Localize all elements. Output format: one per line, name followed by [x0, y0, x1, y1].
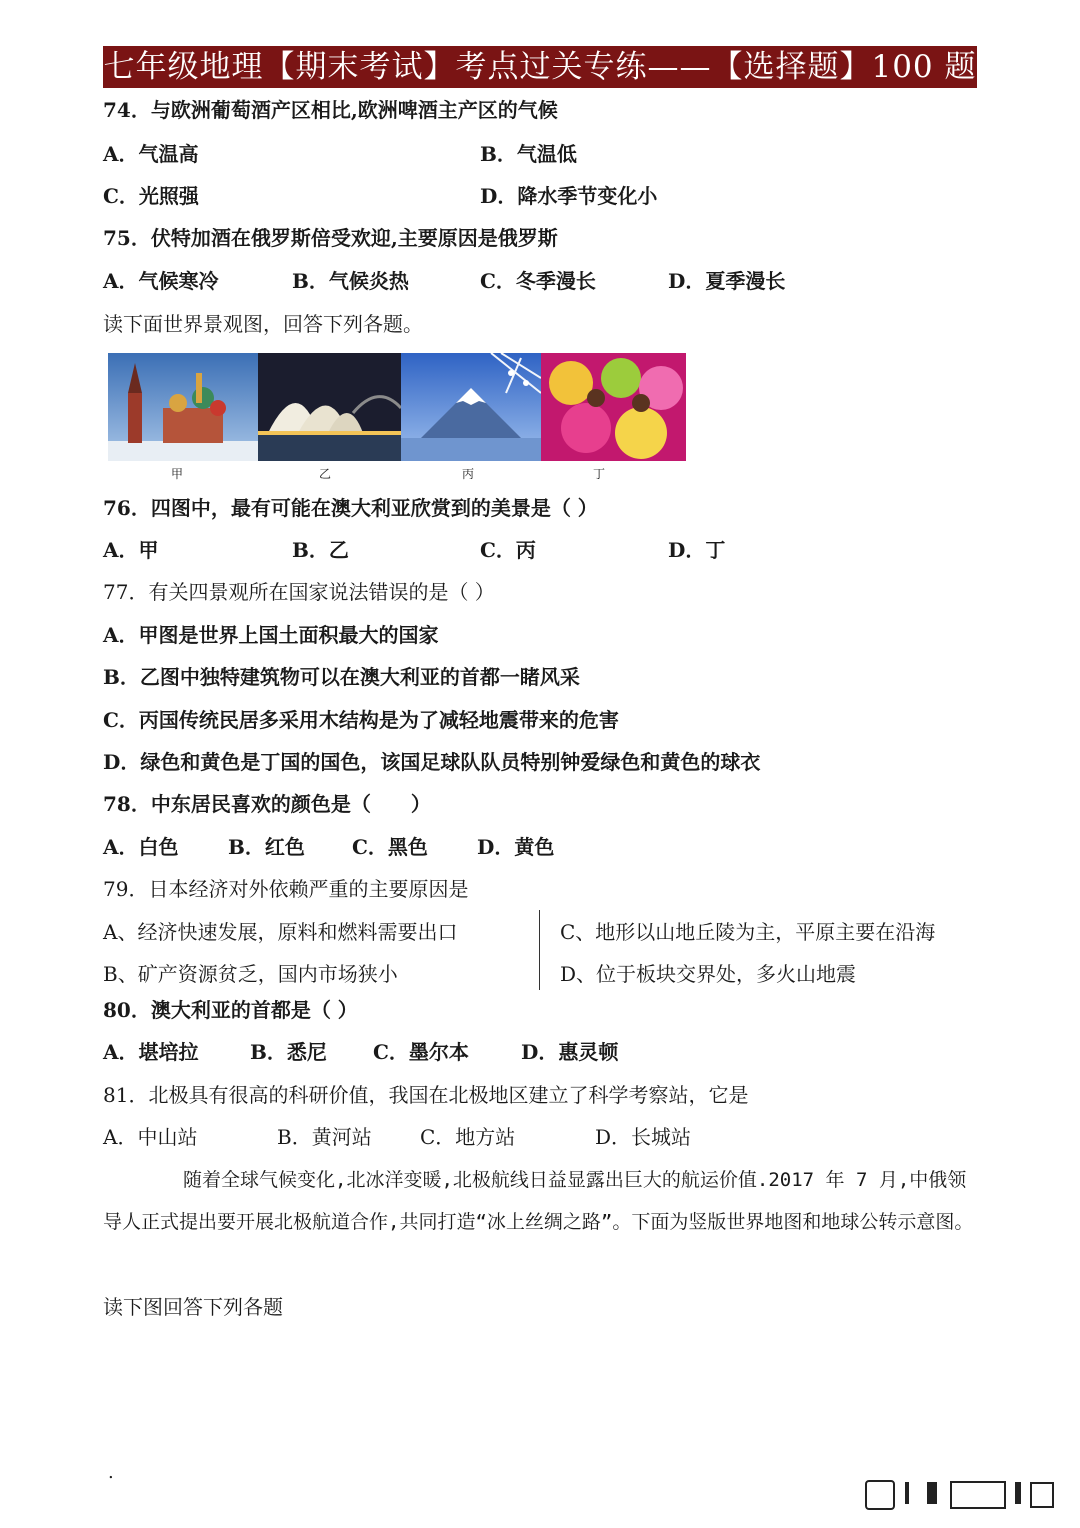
question-79-option-d: D、位于板块交界处，多火山地震 [560, 962, 857, 986]
question-80-option-d: D．惠灵顿 [521, 1040, 619, 1064]
question-81-option-d: D．长城站 [595, 1125, 692, 1149]
question-81-stem: 81．北极具有很高的科研价值，我国在北极地区建立了科学考察站，它是 [103, 1083, 749, 1107]
question-76-option-c: C．丙 [480, 538, 536, 562]
question-76-option-a: A．甲 [103, 538, 159, 562]
photo-carnival-dancers [541, 353, 686, 461]
question-75-stem: 75．伏特加酒在俄罗斯倍受欢迎,主要原因是俄罗斯 [103, 226, 558, 250]
question-77-option-c: C．丙国传统民居多采用木结构是为了减轻地震带来的危害 [103, 708, 619, 732]
question-78-option-d: D．黄色 [477, 835, 555, 859]
question-74-stem: 74．与欧洲葡萄酒产区相比,欧洲啤酒主产区的气候 [103, 98, 558, 122]
question-76-option-d: D．丁 [668, 538, 726, 562]
question-78-option-c: C．黑色 [352, 835, 428, 859]
question-81-option-c: C．地方站 [420, 1125, 516, 1149]
question-78-option-b: B．红色 [228, 835, 305, 859]
question-74-option-d: D．降水季节变化小 [480, 184, 658, 208]
question-77-option-b: B．乙图中独特建筑物可以在澳大利亚的首都一睹风采 [103, 665, 580, 689]
question-75-option-d: D．夏季漫长 [668, 269, 786, 293]
question-81-option-a: A．中山站 [103, 1125, 198, 1149]
stray-dot: . [108, 1462, 114, 1483]
question-77-stem: 77．有关四景观所在国家说法错误的是（ ） [103, 580, 495, 604]
question-78-option-a: A．白色 [103, 835, 179, 859]
photos-intro: 读下面世界景观图，回答下列各题。 [103, 312, 423, 336]
photo-caption-jia: 甲 [171, 467, 184, 481]
question-80-stem: 80．澳大利亚的首都是（ ） [103, 998, 358, 1022]
question-79-option-c: C、地形以山地丘陵为主，平原主要在沿海 [560, 920, 936, 944]
photo-mount-fuji [401, 353, 541, 461]
question-74-option-c: C．光照强 [103, 184, 199, 208]
photo-caption-yi: 乙 [319, 467, 332, 481]
photo-caption-ding: 丁 [593, 467, 606, 481]
question-77-option-d: D．绿色和黄色是丁国的国色，该国足球队队员特别钟爱绿色和黄色的球衣 [103, 750, 761, 774]
question-75-option-c: C．冬季漫长 [480, 269, 596, 293]
question-76-option-b: B．乙 [292, 538, 349, 562]
question-80-option-b: B．悉尼 [250, 1040, 327, 1064]
reading-passage: 随着全球气候变化,北冰洋变暖,北极航线日益显露出巨大的航运价值.2017 年 7 月,中俄领导人正式提出要开展北极航道合作,共同打造“冰上丝绸之路”。下面为竖版世界地图和地球公转示意图。 [103, 1169, 974, 1233]
landscape-photo-strip [108, 353, 686, 461]
question-80-option-a: A．堪培拉 [103, 1040, 199, 1064]
photo-caption-bing: 丙 [462, 467, 475, 481]
column-divider [539, 910, 540, 990]
question-76-stem: 76．四图中，最有可能在澳大利亚欣赏到的美景是（ ） [103, 496, 598, 520]
question-77-option-a: A．甲图是世界上国土面积最大的国家 [103, 623, 439, 647]
question-78-stem: 78．中东居民喜欢的颜色是（ ） [103, 792, 431, 816]
watermark-bars [865, 1480, 1065, 1506]
question-81-option-b: B．黄河站 [277, 1125, 372, 1149]
reading-instruction: 读下图回答下列各题 [103, 1295, 283, 1319]
question-79-option-b: B、矿产资源贫乏，国内市场狭小 [103, 962, 398, 986]
question-80-option-c: C．墨尔本 [373, 1040, 469, 1064]
question-74-option-a: A．气温高 [103, 142, 199, 166]
question-75-option-a: A．气候寒冷 [103, 269, 219, 293]
question-75-option-b: B．气候炎热 [292, 269, 409, 293]
photo-sydney-opera-house [258, 353, 401, 461]
question-74-option-b: B．气温低 [480, 142, 577, 166]
question-79-stem: 79．日本经济对外依赖严重的主要原因是 [103, 877, 469, 901]
page-title-banner: 七年级地理【期末考试】考点过关专练——【选择题】100 题 [103, 46, 977, 88]
question-79-option-a: A、经济快速发展，原料和燃料需要出口 [103, 920, 458, 944]
photo-kremlin [108, 353, 258, 461]
